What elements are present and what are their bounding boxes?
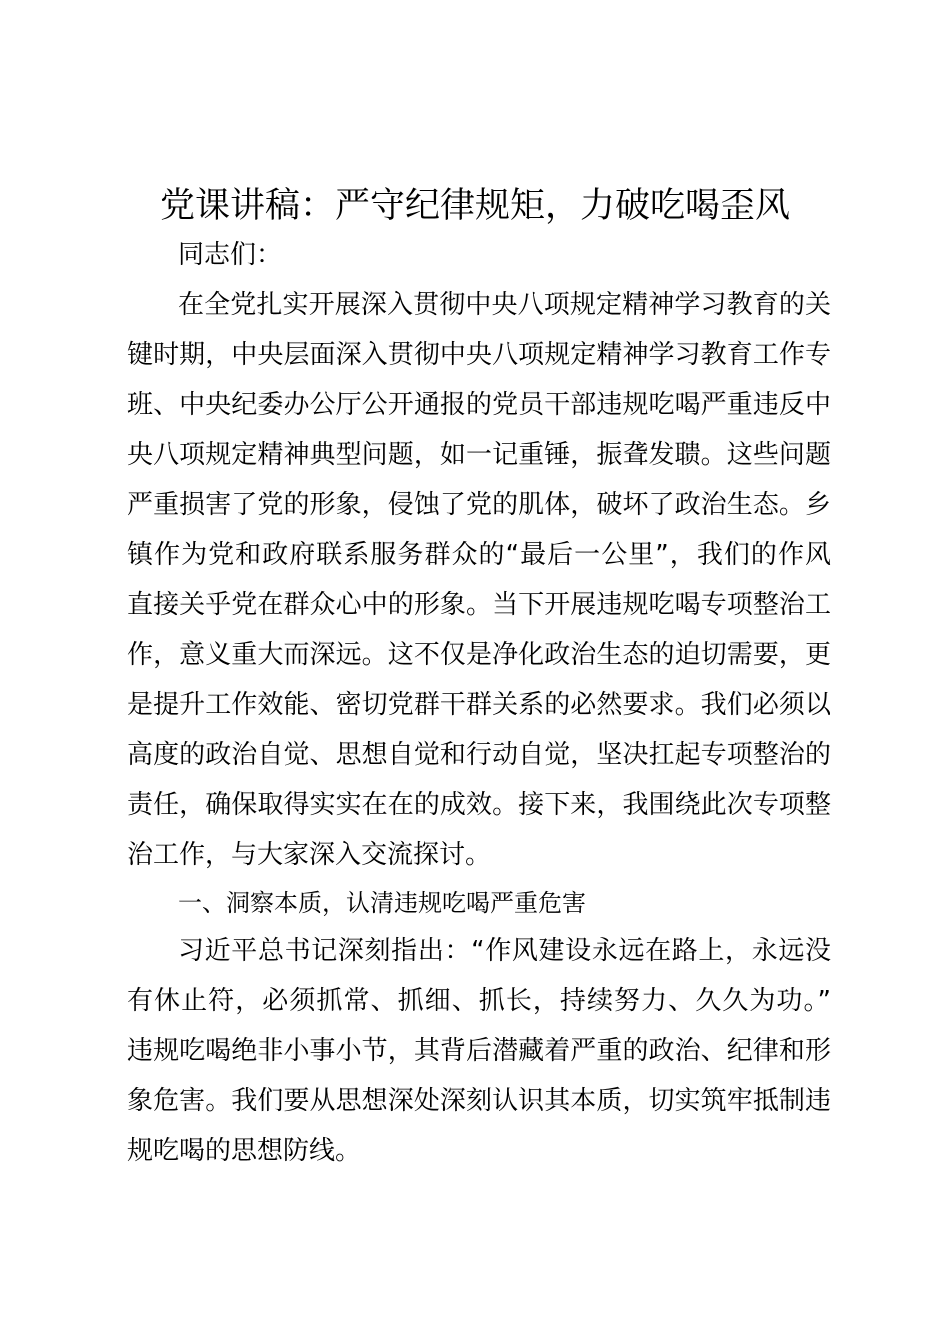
paragraph-line: 班、中央纪委办公厅公开通报的党员干部违规吃喝严重违反中: [127, 390, 831, 420]
paragraph-line: 在全党扎实开展深入贯彻中央八项规定精神学习教育的关: [178, 290, 831, 320]
paragraph-line: 高度的政治自觉、思想自觉和行动自觉，坚决扛起专项整治的: [127, 740, 831, 770]
paragraph-line: 治工作，与大家深入交流探讨。: [127, 840, 492, 870]
paragraph-line: 规吃喝的思想防线。: [127, 1136, 362, 1166]
paragraph-line: 违规吃喝绝非小事小节，其背后潜藏着严重的政治、纪律和形: [127, 1036, 831, 1066]
paragraph-line: 习近平总书记深刻指出：“作风建设永远在路上，永远没: [178, 936, 831, 966]
paragraph-line: 直接关乎党在群众心中的形象。当下开展违规吃喝专项整治工: [127, 590, 831, 620]
paragraph-line: 作，意义重大而深远。这不仅是净化政治生态的迫切需要，更: [127, 640, 831, 670]
paragraph-line: 严重损害了党的形象，侵蚀了党的肌体，破坏了政治生态。乡: [127, 490, 831, 520]
salutation: 同志们：: [178, 240, 283, 270]
paragraph-line: 键时期，中央层面深入贯彻中央八项规定精神学习教育工作专: [127, 340, 831, 370]
section-heading: 一、洞察本质，认清违规吃喝严重危害: [178, 889, 586, 917]
document-title: 党课讲稿：严守纪律规矩，力破吃喝歪风: [159, 186, 790, 226]
paragraph-line: 是提升工作效能、密切党群干群关系的必然要求。我们必须以: [127, 690, 831, 720]
paragraph-line: 有休止符，必须抓常、抓细、抓长，持续努力、久久为功。”: [127, 986, 831, 1016]
paragraph-line: 镇作为党和政府联系服务群众的“最后一公里”，我们的作风: [127, 540, 831, 570]
paragraph-line: 央八项规定精神典型问题，如一记重锤，振聋发聩。这些问题: [127, 440, 831, 470]
paragraph-line: 责任，确保取得实实在在的成效。接下来，我围绕此次专项整: [127, 790, 831, 820]
paragraph-line: 象危害。我们要从思想深处深刻认识其本质，切实筑牢抵制违: [127, 1086, 831, 1116]
